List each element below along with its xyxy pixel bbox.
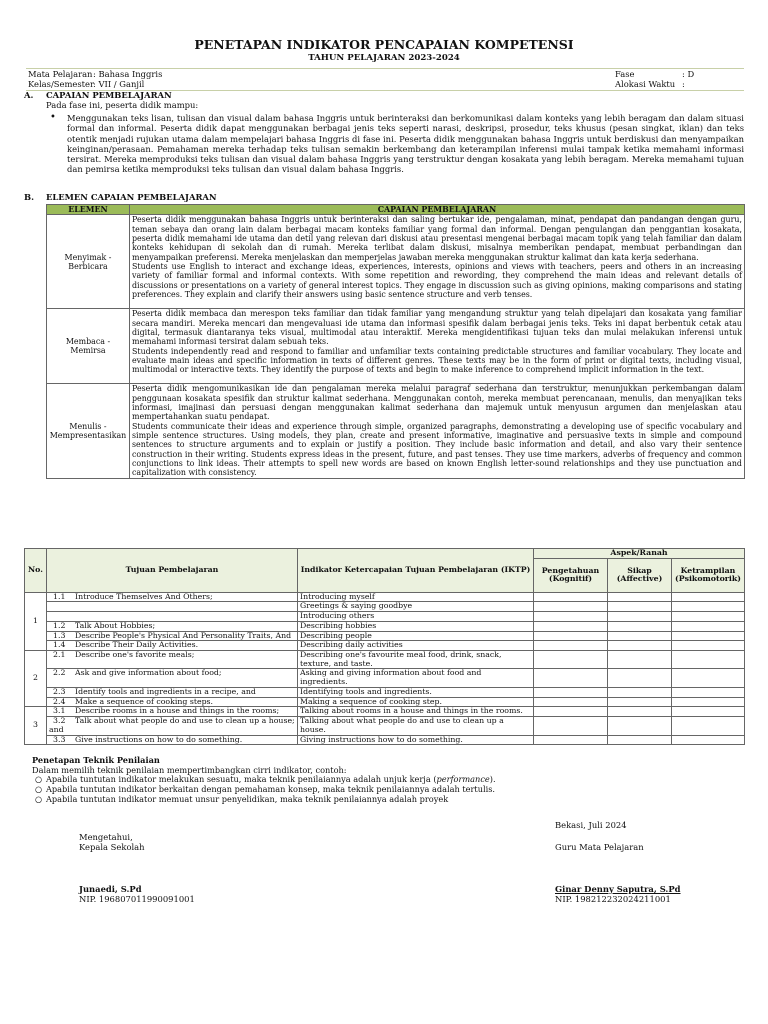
section-a-letter: A.: [24, 90, 34, 100]
tp-text: Describe People's Physical And Personality Traits, And: [75, 630, 292, 640]
indicator-cell: Giving instructions how to do something.: [298, 735, 534, 745]
kognitif-header: Pengetahuan (Kognitif): [534, 558, 608, 592]
table-row: [25, 651, 745, 669]
teknik-item-end: ).: [489, 774, 496, 785]
sign-left-line2: Kepala Sekolah: [79, 842, 145, 852]
tp-number: 3.3: [53, 734, 66, 744]
kognitif-cell: [534, 669, 608, 687]
psikomotorik-header: Ketrampilan (Psikomotorik): [672, 558, 745, 592]
tp-cell: [47, 669, 298, 687]
elemen-name: Membaca - Memirsa: [47, 309, 130, 384]
elemen-capaian: [130, 215, 745, 309]
afektif-cell: [608, 621, 672, 631]
tp-number: 1.2: [53, 620, 66, 630]
tp-text: Ask and give information about food;: [75, 668, 222, 678]
tp-text: Make a sequence of cooking steps.: [75, 696, 214, 706]
kognitif-cell: [534, 621, 608, 631]
elemen-capaian: [130, 309, 745, 384]
tp-cell: [47, 651, 298, 669]
teknik-item: ○ Apabila tuntutan indikator memuat unsur penyelidikan, maka teknik penilaiannya adalah proyek: [46, 795, 732, 805]
afektif-cell: [608, 612, 672, 622]
teknik-item: ○ Apabila tuntutan indikator berkaitan dengan pemahaman konsep, maka teknik penilaiannya adalah tertulis.: [46, 785, 732, 795]
tp-cell: [47, 717, 298, 735]
tp-text: Talk about what people do and use to clean up a house; and: [49, 716, 295, 734]
elemen-table: [46, 204, 745, 479]
headmaster-name: Junaedi, S.Pd: [79, 884, 142, 894]
iktp-header: Indikator Ketercapaian Tujuan Pembelajaran (IKTP): [298, 549, 534, 593]
psikomotorik-cell: [672, 592, 745, 602]
tp-header: Tujuan Pembelajaran: [47, 549, 298, 593]
fase-value: : D: [682, 69, 695, 79]
sign-right-line1: Guru Mata Pelajaran: [555, 842, 644, 852]
indicator-cell: Describing one's favourite meal food, drink, snack, texture, and taste.: [298, 651, 534, 669]
teknik-list: [32, 775, 732, 804]
row-number: 2: [25, 651, 47, 707]
mapel-value: : Bahasa Inggris: [93, 69, 163, 79]
elemen-header: ELEMEN: [47, 205, 130, 215]
tp-text: Talk About Hobbies;: [75, 620, 156, 630]
elemen-name: Menulis - Mempresentasikan: [47, 384, 130, 478]
afektif-header: Sikap (Affective): [608, 558, 672, 592]
aspek-header: Aspek/Ranah: [534, 549, 745, 559]
tp-text: Describe one's favorite meals;: [75, 650, 195, 660]
document-subtitle: TAHUN PELAJARAN 2023-2024: [308, 53, 460, 63]
bullet-icon: •: [50, 112, 56, 123]
afektif-cell: [608, 651, 672, 669]
tp-text: Give instructions on how to do something.: [75, 734, 243, 744]
indicator-cell: Talking about rooms in a house and things in the rooms.: [298, 707, 534, 717]
teacher-name: Ginar Denny Saputra, S.Pd: [555, 884, 681, 894]
tp-number: 1.1: [53, 591, 66, 601]
tp-text: Identify tools and ingredients in a recipe, and: [75, 686, 256, 696]
psikomotorik-cell: [672, 631, 745, 641]
psikomotorik-cell: [672, 651, 745, 669]
kognitif-cell: [534, 641, 608, 651]
table-row: [25, 602, 745, 612]
kognitif-cell: [534, 631, 608, 641]
tp-number: 3.1: [53, 706, 66, 716]
elemen-row: [47, 384, 745, 478]
kognitif-cell: [534, 735, 608, 745]
psikomotorik-cell: [672, 687, 745, 697]
teknik-item-text: Apabila tuntutan indikator melakukan sesuatu, maka teknik penilaiannya adalah unjuk kerja (: [46, 774, 437, 785]
sign-left-line1: Mengetahui,: [79, 832, 133, 842]
indicator-cell: Describing people: [298, 631, 534, 641]
afektif-cell: [608, 669, 672, 687]
elemen-name: Menyimak - Berbicara: [47, 215, 130, 309]
afektif-cell: [608, 697, 672, 707]
indicator-cell: Talking about what people do and use to clean up a house.: [298, 717, 534, 735]
kognitif-cell: [534, 697, 608, 707]
tp-number: 2.4: [53, 696, 66, 706]
indicator-cell: Asking and giving information about food and ingredients.: [298, 669, 534, 687]
teknik-intro: Dalam memilih teknik penilaian mempertimbangkan cirri indikator, contoh:: [32, 764, 347, 775]
teacher-nip: NIP. 198212232024211001: [555, 894, 671, 904]
psikomotorik-cell: [672, 621, 745, 631]
capaian-text-en: Students use English to interact and exchange ideas, experiences, interests, opinions and views with teachers, peers and others in an increasing variety of familiar formal and informal contexts. With some repetition and rewording, they comprehend the main ideas and relevant details of discussions or presentations on a variety of general interest topics. They engage in discussion such as giving opinions, making comparisons and stating preferences. They explain and clarify their answers using basic sentence structure and verb tenses.: [132, 261, 742, 299]
psikomotorik-cell: [672, 612, 745, 622]
tp-text: Describe rooms in a house and things in the rooms;: [75, 706, 280, 716]
tp-text: Introduce Themselves And Others;: [75, 591, 213, 601]
afektif-cell: [608, 641, 672, 651]
capaian-text-id: Peserta didik membaca dan merespon teks familiar dan tidak familiar yang mengandung struktur yang telah dipelajari dan kosakata yang familiar secara mandiri. Mereka mencari dan mengevaluasi ide utama dan informasi spesifik dalam berbagai jenis teks. Teks ini dapat berbentuk cetak atau digital, termasuk diantaranya teks visual, multimodal atau interaktif. Mereka mengidentifikasi tujuan teks dan mulai melakukan inferensi untuk memahami informasi tersirat dalam sebuah teks.: [132, 309, 742, 347]
iktp-header-row: [25, 549, 745, 559]
indicator-cell: Introducing myself: [298, 592, 534, 602]
indicator-cell: Making a sequence of cooking step.: [298, 697, 534, 707]
tp-number: 1.3: [53, 630, 66, 640]
alokasi-value: :: [682, 79, 685, 89]
tp-number: 1.4: [53, 640, 66, 650]
kognitif-cell: [534, 687, 608, 697]
section-a-intro: Pada fase ini, peserta didik mampu:: [46, 100, 199, 110]
table-row: [25, 717, 745, 735]
tp-number: 2.3: [53, 686, 66, 696]
kognitif-cell: [534, 707, 608, 717]
kognitif-cell: [534, 602, 608, 612]
kognitif-cell: [534, 612, 608, 622]
capaian-text-en: Students communicate their ideas and experience through simple, organized paragraphs, demonstrating a developing use of specific vocabulary and simple sentence structures. Using models, they plan, create and present informative, imaginative and persuasive texts in simple and compound sentences to structure arguments and to explain or justify a position. They include basic information and detail, and also vary their sentence construction in their writing. Students express ideas in the present, future, and past tenses. They use time markers, adverbs of frequency and common conjunctions to link ideas. Their attempts to spell new words are based on known English letter-sound relationships and they use punctuation and capitalization with consistency.: [132, 421, 742, 478]
indicator-cell: Describing daily activities: [298, 641, 534, 651]
table-row: [25, 669, 745, 687]
tp-number: 2.1: [53, 650, 66, 660]
kognitif-cell: [534, 717, 608, 735]
psikomotorik-cell: [672, 602, 745, 612]
elemen-capaian: [130, 384, 745, 478]
section-a-title: CAPAIAN PEMBELAJARAN: [46, 90, 172, 100]
capaian-header: CAPAIAN PEMBELAJARAN: [130, 205, 745, 215]
kelas-label: Kelas/Semester: [28, 79, 94, 89]
tp-cell: [47, 735, 298, 745]
elemen-row: [47, 309, 745, 384]
teknik-item-italic: performance: [436, 774, 490, 785]
afektif-cell: [608, 631, 672, 641]
psikomotorik-cell: [672, 697, 745, 707]
afektif-cell: [608, 717, 672, 735]
teknik-section: [32, 756, 732, 804]
document-title: PENETAPAN INDIKATOR PENCAPAIAN KOMPETENSI: [194, 37, 574, 52]
elemen-row: [47, 215, 745, 309]
afektif-cell: [608, 687, 672, 697]
afektif-cell: [608, 707, 672, 717]
capaian-text-id: Peserta didik menggunakan bahasa Inggris untuk berinteraksi dan saling bertukar ide, pengalaman, minat, pendapat dan pandangan dengan guru, teman sebaya dan orang lain dalam berbagai macam konteks familiar yang formal dan informal. Dengan pengulangan dan penggantian kosakata, peserta didik memahami ide utama dan detil yang relevan dari diskusi atau presentasi mengenai berbagai macam topik yang telah familiar dan dalam konteks kehidupan di sekolah dan di rumah. Mereka terlibat dalam diskusi, misalnya memberikan pendapat, membuat perbandingan dan menyampaikan preferensi. Mereka menjelaskan dan memperjelas jawaban mereka menggunakan struktur kalimat dan kata kerja sederhana.: [132, 215, 742, 262]
psikomotorik-cell: [672, 707, 745, 717]
tp-text: Describe Their Daily Activities.: [75, 640, 199, 650]
tp-number: 2.2: [53, 668, 66, 678]
kelas-value: : VII / Ganjil: [93, 79, 145, 89]
kognitif-cell: [534, 592, 608, 602]
indicator-cell: Identifying tools and ingredients.: [298, 687, 534, 697]
indicator-cell: Describing hobbies: [298, 621, 534, 631]
afektif-cell: [608, 735, 672, 745]
headmaster-nip: NIP. 196807011990091001: [79, 894, 195, 904]
kognitif-cell: [534, 651, 608, 669]
psikomotorik-cell: [672, 669, 745, 687]
tp-cell: [47, 592, 298, 602]
section-a-bullet-text: Menggunakan teks lisan, tulisan dan visual dalam bahasa Inggris untuk berinteraksi dan berkomunikasi dalam konteks yang lebih beragam dan dalam situasi formal dan informal. Peserta didik dapat menggunakan berbagai jenis teks seperti narasi, deskripsi, prosedur, teks khusus (pesan singkat, iklan) dan teks otentik menjadi rujukan utama dalam mempelajari bahasa Inggris di fase ini. Peserta didik menggunakan bahasa Inggris untuk berdiskusi dan menyampaikan keinginan/perasaan. Pemahaman mereka terhadap teks tulisan semakin berkembang dan keterampilan inferensi mulai tampak ketika memahami informasi tersirat. Mereka memproduksi teks tulisan dan visual dalam bahasa Inggris yang terstruktur dengan kosakata yang lebih beragam. Mereka memahami tujuan dan pemirsa ketika memproduksi teks tulisan dan visual dalam bahasa Inggris.: [67, 113, 744, 175]
place-date: Bekasi, Juli 2024: [555, 820, 627, 830]
capaian-text-en: Students independently read and respond to familiar and unfamiliar texts containing predictable structures and familiar vocabulary. They locate and evaluate main ideas and specific information in texts of different genres. These texts may be in the form of print or digital texts, including visual, multimodal or interactive texts. They identify the purpose of texts and begin to make inference to comprehend implicit information in the text.: [132, 346, 742, 375]
tp-cell: [47, 602, 298, 612]
iktp-table: [24, 548, 745, 745]
section-b-letter: B.: [24, 192, 34, 202]
alokasi-label: Alokasi Waktu: [615, 79, 676, 89]
teknik-title: Penetapan Teknik Penilaian: [32, 755, 160, 765]
psikomotorik-cell: [672, 717, 745, 735]
mapel-label: Mata Pelajaran: [28, 69, 93, 79]
capaian-text-id: Peserta didik mengomunikasikan ide dan pengalaman mereka melalui paragraf sederhana dan terstruktur, menunjukkan perkembangan dalam penggunaan kosakata spesifik dan struktur kalimat sederhana. Menggunakan contoh, mereka membuat perencanaan, menulis, dan menyajikan teks informasi, imajinasi dan persuasi dengan menggunakan kalimat sederhana dan majemuk untuk menyusun argumen dan menjelaskan atau mempertahankan suatu pendapat.: [132, 384, 742, 422]
afektif-cell: [608, 592, 672, 602]
section-b-title: ELEMEN CAPAIAN PEMBELAJARAN: [46, 192, 217, 202]
indicator-cell: Introducing others: [298, 612, 534, 622]
table-row: [25, 735, 745, 745]
indicator-cell: Greetings & saying goodbye: [298, 602, 534, 612]
afektif-cell: [608, 602, 672, 612]
row-number: 1: [25, 592, 47, 650]
row-number: 3: [25, 707, 47, 745]
no-header: No.: [25, 549, 47, 593]
psikomotorik-cell: [672, 641, 745, 651]
elemen-table-header: [47, 205, 745, 215]
psikomotorik-cell: [672, 735, 745, 745]
tp-number: 3.2: [53, 716, 66, 726]
fase-label: Fase: [615, 69, 635, 79]
